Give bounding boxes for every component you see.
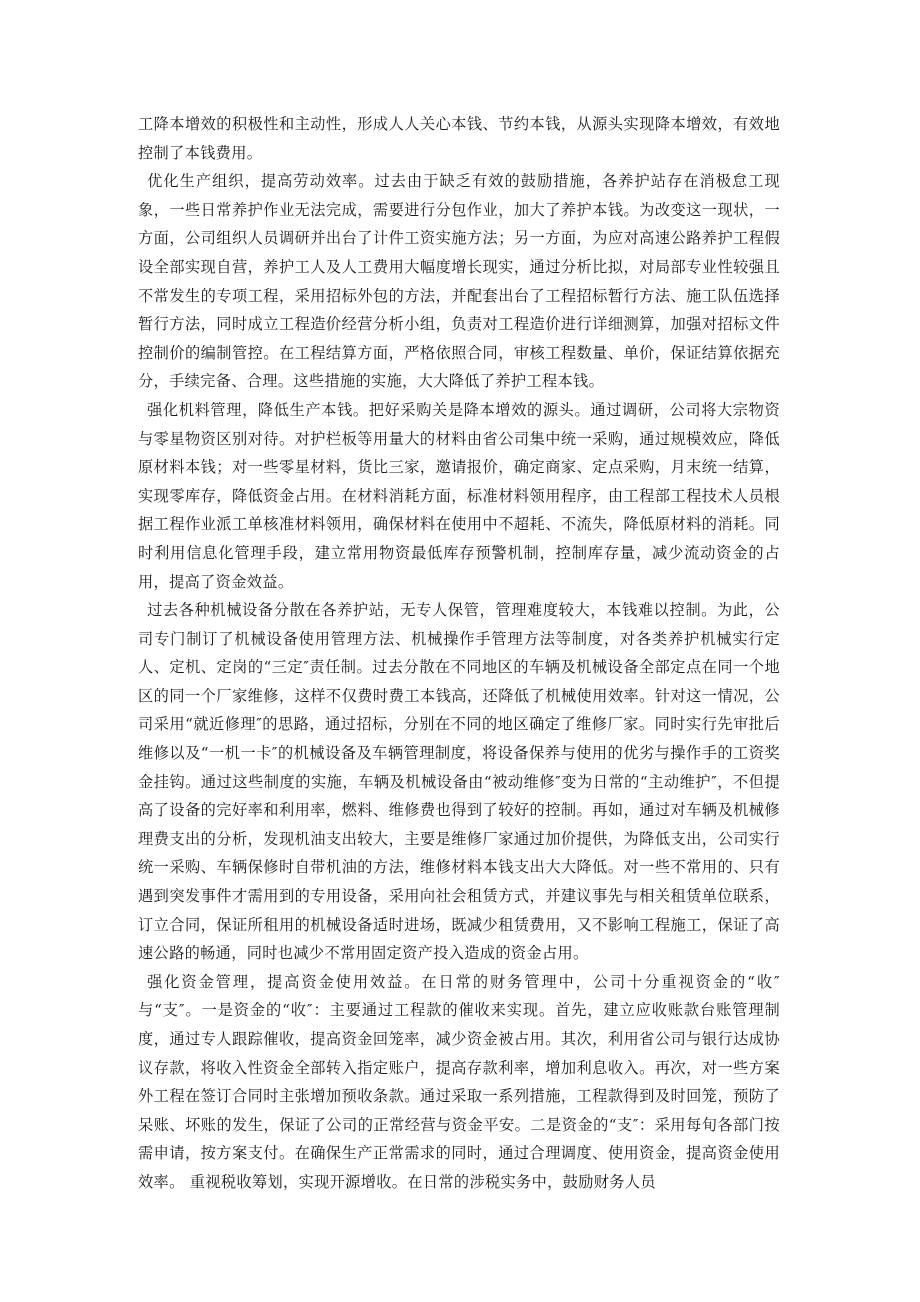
- paragraph-continuation: 工降本增效的积极性和主动性，形成人人关心本钱、节约本钱，从源头实现降本增效，有效地控制了本钱费用。: [138, 115, 780, 162]
- paragraph-funds-management: 强化资金管理，提高资金使用效益。在日常的财务管理中，公司十分重视资金的“收″与“支″。一是资金的“收″：主要通过工程款的催收来实现。首先，建立应收账款台账管理制度，通过专人跟踪催收，提高资金回笼率，减少资金被占用。其次，利用省公司与银行达成协议存款，将收入性资金全部转入指定账户，提高存款利率，增加利息收入。再次，对一些方案外工程在签订合同时主张增加预收条款。通过采取一系列措施，工程款得到及时回笼，预防了呆账、坏账的发生，保证了公司的正常经营与资金平安。二是资金的“支″：采用每旬各部门按需申请，按方案支付。在确保生产正常需求的同时，通过合理调度、使用资金，提高资金使用效率。 重视税收筹划，实现开源增收。在日常的涉税实务中，鼓励财务人员: [138, 972, 780, 1191]
- paragraph-machinery-management: 过去各种机械设备分散在各养护站，无专人保管，管理难度较大，本钱难以控制。为此，公司专门制订了机械设备使用管理方法、机械操作手管理方法等制度，对各类养护机械实行定人、定机、定岗的“三定″责任制。过去分散在不同地区的车辆及机械设备全部定点在同一个地区的同一个厂家维修，这样不仅费时费工本钱高，还降低了机械使用效率。针对这一情况，公司采用“就近修理″的思路，通过招标，分别在不同的地区确定了维修厂家。同时实行先审批后维修以及“一机一卡″的机械设备及车辆管理制度，将设备保养与使用的优劣与操作手的工资奖金挂钩。通过这些制度的实施，车辆及机械设备由“被动维修″变为日常的“主动维护″，不但提高了设备的完好率和利用率，燃料、维修费也得到了较好的控制。再如，通过对车辆及机械修理费支出的分析，发现机油支出较大，主要是维修厂家通过加价提供，为降低支出，公司实行统一采购、车辆保修时自带机油的方法，维修材料本钱支出大大降低。对一些不常用的、只有遇到突发事件才需用到的专用设备，采用向社会租赁方式，并建议事先与相关租赁单位联系，订立合同，保证所租用的机械设备适时进场，既减少租赁费用，又不影响工程施工，保证了高速公路的畅通，同时也减少不常用固定资产投入造成的资金占用。: [138, 601, 780, 963]
- document-body: [138, 110, 780, 1197]
- paragraph-materials-management: 强化机料管理，降低生产本钱。把好采购关是降本增效的源头。通过调研，公司将大宗物资与零星物资区别对待。对护栏板等用量大的材料由省公司集中统一采购，通过规模效应，降低原材料本钱；对一些零星材料，货比三家，邀请报价，确定商家、定点采购，月末统一结算，实现零库存，降低资金占用。在材料消耗方面，标准材料领用程序，由工程部工程技术人员根据工程作业派工单核准材料领用，确保材料在使用中不超耗、不流失，降低原材料的消耗。同时利用信息化管理手段，建立常用物资最低库存预警机制，控制库存量，减少流动资金的占用，提高了资金效益。: [138, 400, 780, 591]
- paragraph-production-organization: 优化生产组织，提高劳动效率。过去由于缺乏有效的鼓励措施，各养护站存在消极怠工现象，一些日常养护作业无法完成，需要进行分包作业，加大了养护本钱。为改变这一现状，一方面，公司组织人员调研并出台了计件工资实施方法；另一方面，为应对高速公路养护工程假设全部实现自营，养护工人及人工费用大幅度增长现实，通过分析比拟，对局部专业性较强且不常发生的专项工程，采用招标外包的方法，并配套出台了工程招标暂行方法、施工队伍选择暂行方法，同时成立工程造价经营分析小组，负责对工程造价进行详细测算，加强对招标文件控制价的编制管控。在工程结算方面，严格依照合同，审核工程数量、单价，保证结算依据充分，手续完备、合理。这些措施的实施，大大降低了养护工程本钱。: [138, 172, 780, 391]
